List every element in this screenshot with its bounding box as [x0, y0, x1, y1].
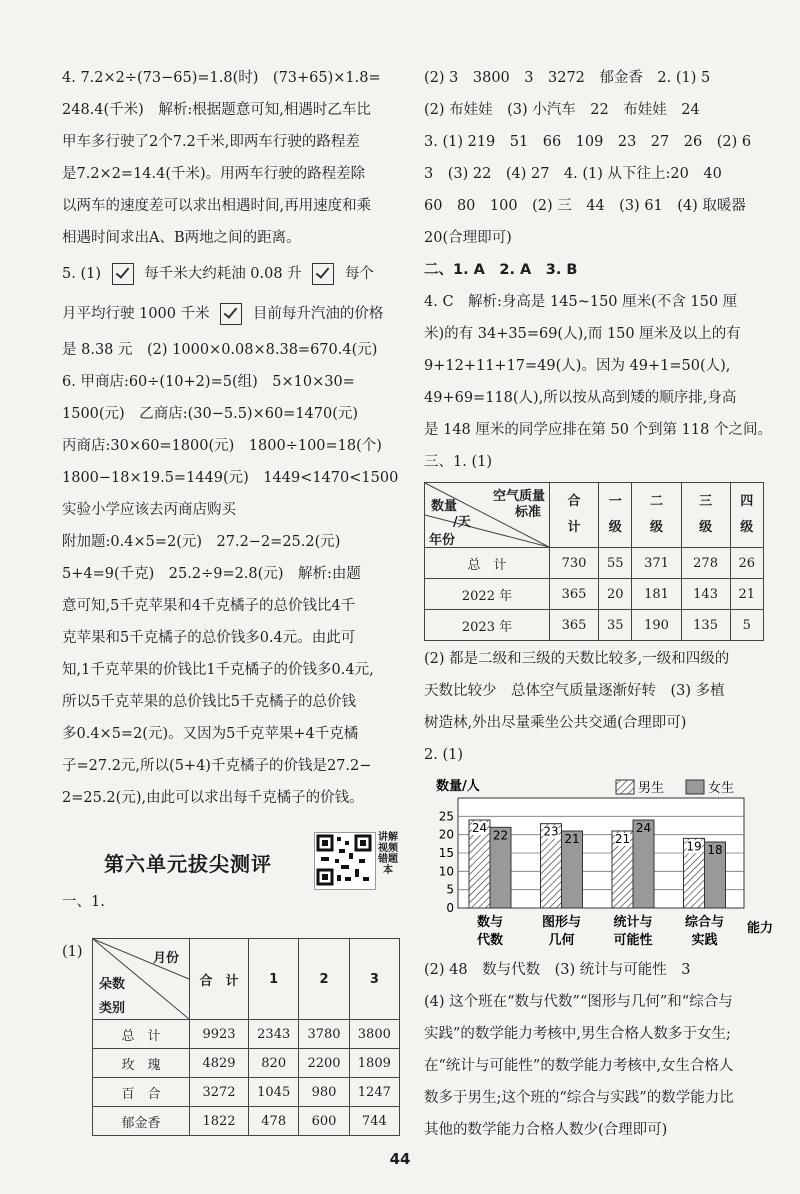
text-line: 数多于男生;这个班的“综合与实践”的数学能力比 — [424, 1090, 734, 1106]
text-line: 在“统计与可能性”的数学能力考核中,女生合格人 — [424, 1058, 734, 1074]
table-cell: 3780 — [299, 1020, 349, 1049]
table-cell: 35 — [599, 610, 632, 641]
column-header: 合 计 — [190, 939, 249, 1020]
table-cell: 2343 — [249, 1020, 299, 1049]
text-line: 二、1. A 2. A 3. B — [424, 262, 578, 278]
y-tick-label: 5 — [446, 882, 454, 897]
part-one-label: 一、1. — [62, 894, 105, 910]
table-row — [425, 610, 764, 641]
table-row — [93, 1078, 400, 1107]
answers-top — [424, 62, 772, 478]
text-line: 20(合理即可) — [424, 230, 512, 246]
corner-label: 数量 — [431, 499, 458, 514]
table-corner-cell — [425, 483, 550, 548]
bar-value-label: 24 — [635, 821, 652, 835]
column-header: 二 级 — [632, 483, 681, 548]
extra-question — [62, 526, 402, 814]
bar-value-label: 23 — [543, 824, 559, 839]
legend-label: 男生 — [638, 781, 665, 796]
table-cell: 55 — [599, 548, 632, 579]
bar-chart — [426, 776, 774, 960]
answers-after-table — [424, 643, 764, 771]
bar-value-label: 21 — [614, 832, 631, 846]
q5-text: 每个 — [344, 266, 374, 282]
y-tick-label: 25 — [438, 809, 454, 824]
q5-label: 5. (1) — [62, 266, 101, 282]
text-line: 3. (1) 219 51 66 109 23 27 26 (2) 6 — [424, 134, 752, 150]
bar-value-label: 18 — [707, 843, 723, 857]
text-line: 树造林,外出尽量乘坐公共交通(合理即可) — [424, 715, 687, 731]
y-tick-label: 15 — [438, 846, 454, 860]
table-cell: 365 — [550, 579, 599, 610]
checkbox-checked-icon — [112, 263, 134, 285]
text-line: 甲车多行驶了2个7.2千米,即两车行驶的路程差 — [62, 134, 360, 150]
table-cell: 980 — [299, 1078, 349, 1107]
table-cell: 478 — [249, 1107, 299, 1136]
table-cell: 玫 瑰 — [93, 1049, 190, 1078]
table-cell: 26 — [730, 548, 763, 579]
flower-sales-table — [92, 938, 400, 1136]
text-line: 4. 7.2×2÷(73−65)=1.8(时) (73+65)×1.8= — [62, 70, 381, 86]
text-line: 附加题:0.4×5=2(元) 27.2−2=25.2(元) — [62, 534, 341, 550]
column-header: 一 级 — [599, 483, 632, 548]
table-cell: 135 — [681, 610, 730, 641]
column-header: 3 — [349, 939, 399, 1020]
text-line: 实验小学应该去丙商店购买 — [62, 502, 236, 518]
text-line: 相遇时间求出A、B两地之间的距离。 — [62, 230, 301, 246]
right-column — [424, 62, 772, 771]
text-line: (4) 这个班在“数与代数”“图形与几何”和“综合与 — [424, 994, 733, 1010]
table-cell: 20 — [599, 579, 632, 610]
text-line: 所以5千克苹果的总价钱比5千克橘子的总价钱 — [62, 694, 356, 710]
text-line: 实践”的数学能力考核中,男生合格人数多于女生; — [424, 1026, 731, 1042]
text-line: 248.4(千米) 解析:根据题意可知,相遇时乙车比 — [62, 102, 371, 118]
table-1-label: (1) — [62, 944, 83, 960]
text-line: (2) 布娃娃 (3) 小汽车 22 布娃娃 24 — [424, 102, 700, 118]
table-cell: 总 计 — [425, 548, 550, 579]
checkbox-checked-icon — [312, 263, 334, 285]
table-cell: 21 — [730, 579, 763, 610]
corner-label: /天 — [453, 515, 471, 530]
y-tick-label: 20 — [438, 827, 454, 842]
column-header: 合 计 — [550, 483, 599, 548]
table-cell: 9923 — [190, 1020, 249, 1049]
text-line: 丙商店:30×60=1800(元) 1800÷100=18(个) — [62, 438, 382, 454]
table-row — [93, 1020, 400, 1049]
text-line: 克苹果和5千克橘子的总价钱多0.4元。由此可 — [62, 630, 356, 646]
table-cell: 600 — [299, 1107, 349, 1136]
table-cell: 3272 — [190, 1078, 249, 1107]
table-cell: 郁金香 — [93, 1107, 190, 1136]
question-5 — [62, 254, 402, 366]
x-tick-label: 实践 — [691, 933, 718, 948]
text-line: 1500(元) 乙商店:(30−5.5)×60=1470(元) — [62, 406, 359, 422]
text-line: 49+69=118(人),所以按从高到矮的顺序排,身高 — [424, 390, 737, 406]
text-line: 2=25.2(元),由此可以求出每千克橘子的价钱。 — [62, 790, 364, 806]
corner-label: 年份 — [429, 533, 456, 548]
text-line: 以两车的速度差可以求出相遇时间,再用速度和乘 — [62, 198, 372, 214]
table-cell: 1045 — [249, 1078, 299, 1107]
text-line: (2) 都是二级和三级的天数比较多,一级和四级的 — [424, 651, 730, 667]
bar-value-label: 21 — [564, 832, 580, 846]
table-cell: 744 — [349, 1107, 399, 1136]
q5-text: 每千米大约耗油 0.08 升 — [144, 266, 302, 282]
x-tick-label: 综合与 — [684, 915, 725, 930]
text-line: (2) 3 3800 3 3272 郁金香 2. (1) 5 — [424, 70, 711, 86]
bar-value-label: 19 — [686, 839, 702, 854]
qr-code-icon[interactable] — [314, 832, 376, 890]
corner-label: 类别 — [99, 1001, 126, 1016]
text-line: (2) 48 数与代数 (3) 统计与可能性 3 — [424, 962, 691, 978]
checkbox-checked-icon — [220, 303, 242, 325]
text-line: 2. (1) — [424, 747, 463, 763]
text-line: 子=27.2元,所以(5+4)千克橘子的价钱是27.2− — [62, 758, 372, 774]
table-cell: 1809 — [349, 1049, 399, 1078]
text-line: 知,1千克苹果的价钱比1千克橘子的价钱多0.4元, — [62, 662, 374, 678]
text-line: 是7.2×2=14.4(千米)。用两车行驶的路程差除 — [62, 166, 366, 182]
text-line: 4. C 解析:身高是 145~150 厘米(不含 150 厘 — [424, 294, 738, 310]
table-cell: 190 — [632, 610, 681, 641]
table-cell: 总 计 — [93, 1020, 190, 1049]
y-tick-label: 10 — [438, 864, 454, 879]
text-line: 6. 甲商店:60÷(10+2)=5(组) 5×10×30= — [62, 374, 355, 390]
x-axis-label: 能力 — [747, 921, 774, 936]
q5-text: 目前每升汽油的价格 — [252, 306, 384, 322]
corner-label: 月份 — [152, 951, 179, 966]
table-row — [93, 1107, 400, 1136]
table-cell: 4829 — [190, 1049, 249, 1078]
qr-caption: 讲解视频 错题本 — [378, 832, 398, 876]
corner-label: 空气质量 — [492, 489, 545, 504]
table-cell: 1247 — [349, 1078, 399, 1107]
text-line: 是 148 厘米的同学应排在第 50 个到第 118 个之间。 — [424, 422, 772, 438]
table-cell: 2023 年 — [425, 610, 550, 641]
text-line — [62, 294, 402, 334]
table-cell: 2022 年 — [425, 579, 550, 610]
table-cell: 1822 — [190, 1107, 249, 1136]
table-row — [93, 1049, 400, 1078]
text-line: 意可知,5千克苹果和4千克橘子的总价钱比4千 — [62, 598, 356, 614]
x-tick-label: 图形与 — [541, 915, 582, 930]
text-line: 1800−18×19.5=1449(元) 1449<1470<1500 — [62, 470, 399, 486]
column-header: 1 — [249, 939, 299, 1020]
text-line: 三、1. (1) — [424, 454, 492, 470]
page-number: 44 — [389, 1150, 411, 1168]
x-tick-label: 统计与 — [613, 915, 653, 930]
table-cell: 百 合 — [93, 1078, 190, 1107]
x-tick-label: 代数 — [476, 933, 504, 948]
corner-label: 朵数 — [99, 977, 126, 992]
text-line: 是 8.38 元 (2) 1000×0.08×8.38=670.4(元) — [62, 342, 378, 358]
table-cell: 365 — [550, 610, 599, 641]
text-line: 5+4=9(千克) 25.2÷9=2.8(元) 解析:由题 — [62, 566, 361, 582]
table-cell: 730 — [550, 548, 599, 579]
x-tick-label: 数与 — [476, 915, 504, 930]
legend-label: 女生 — [708, 781, 735, 796]
bar-value-label: 24 — [471, 821, 488, 835]
table-corner-cell — [93, 939, 190, 1020]
question-6 — [62, 366, 402, 526]
q5-text: 月平均行驶 1000 千米 — [62, 306, 210, 322]
text-line: 60 80 100 (2) 三 44 (3) 61 (4) 取暖器 — [424, 198, 746, 214]
column-header: 2 — [299, 939, 349, 1020]
legend-swatch — [686, 780, 704, 794]
text-line — [62, 254, 402, 294]
table-cell: 2200 — [299, 1049, 349, 1078]
text-line: 3 (3) 22 (4) 27 4. (1) 从下往上:20 40 — [424, 166, 722, 182]
corner-label: 标准 — [514, 505, 541, 520]
text-line: 多0.4×5=2(元)。又因为5千克苹果+4千克橘 — [62, 726, 359, 742]
column-header: 三 级 — [681, 483, 730, 548]
table-row — [425, 579, 764, 610]
table-row — [425, 548, 764, 579]
answers-bottom — [424, 954, 764, 1146]
table-cell: 278 — [681, 548, 730, 579]
text-line: 米)的有 34+35=69(人),而 150 厘米及以上的有 — [424, 326, 741, 342]
table-cell: 3800 — [349, 1020, 399, 1049]
text-line: 天数比较少 总体空气质量逐渐好转 (3) 多植 — [424, 683, 725, 699]
table-cell: 371 — [632, 548, 681, 579]
y-tick-label: 0 — [446, 901, 454, 915]
question-4 — [62, 62, 402, 254]
table-cell: 143 — [681, 579, 730, 610]
table-cell: 5 — [730, 610, 763, 641]
bar-value-label: 22 — [492, 828, 509, 843]
air-quality-table — [424, 482, 764, 641]
column-header: 四 级 — [730, 483, 763, 548]
legend-swatch — [616, 780, 634, 794]
y-axis-label: 数量/人 — [436, 779, 480, 794]
x-tick-label: 可能性 — [613, 933, 653, 948]
table-cell: 181 — [632, 579, 681, 610]
left-column — [62, 62, 402, 814]
text-line: 其他的数学能力合格人数少(合理即可) — [424, 1122, 668, 1138]
table-cell: 820 — [249, 1049, 299, 1078]
section-title: 第六单元拔尖测评 — [104, 852, 272, 876]
bar-chart-svg — [426, 776, 774, 956]
text-line: 9+12+11+17=49(人)。因为 49+1=50(人), — [424, 358, 731, 374]
x-tick-label: 几何 — [548, 933, 575, 948]
table-1-block — [62, 938, 400, 1136]
